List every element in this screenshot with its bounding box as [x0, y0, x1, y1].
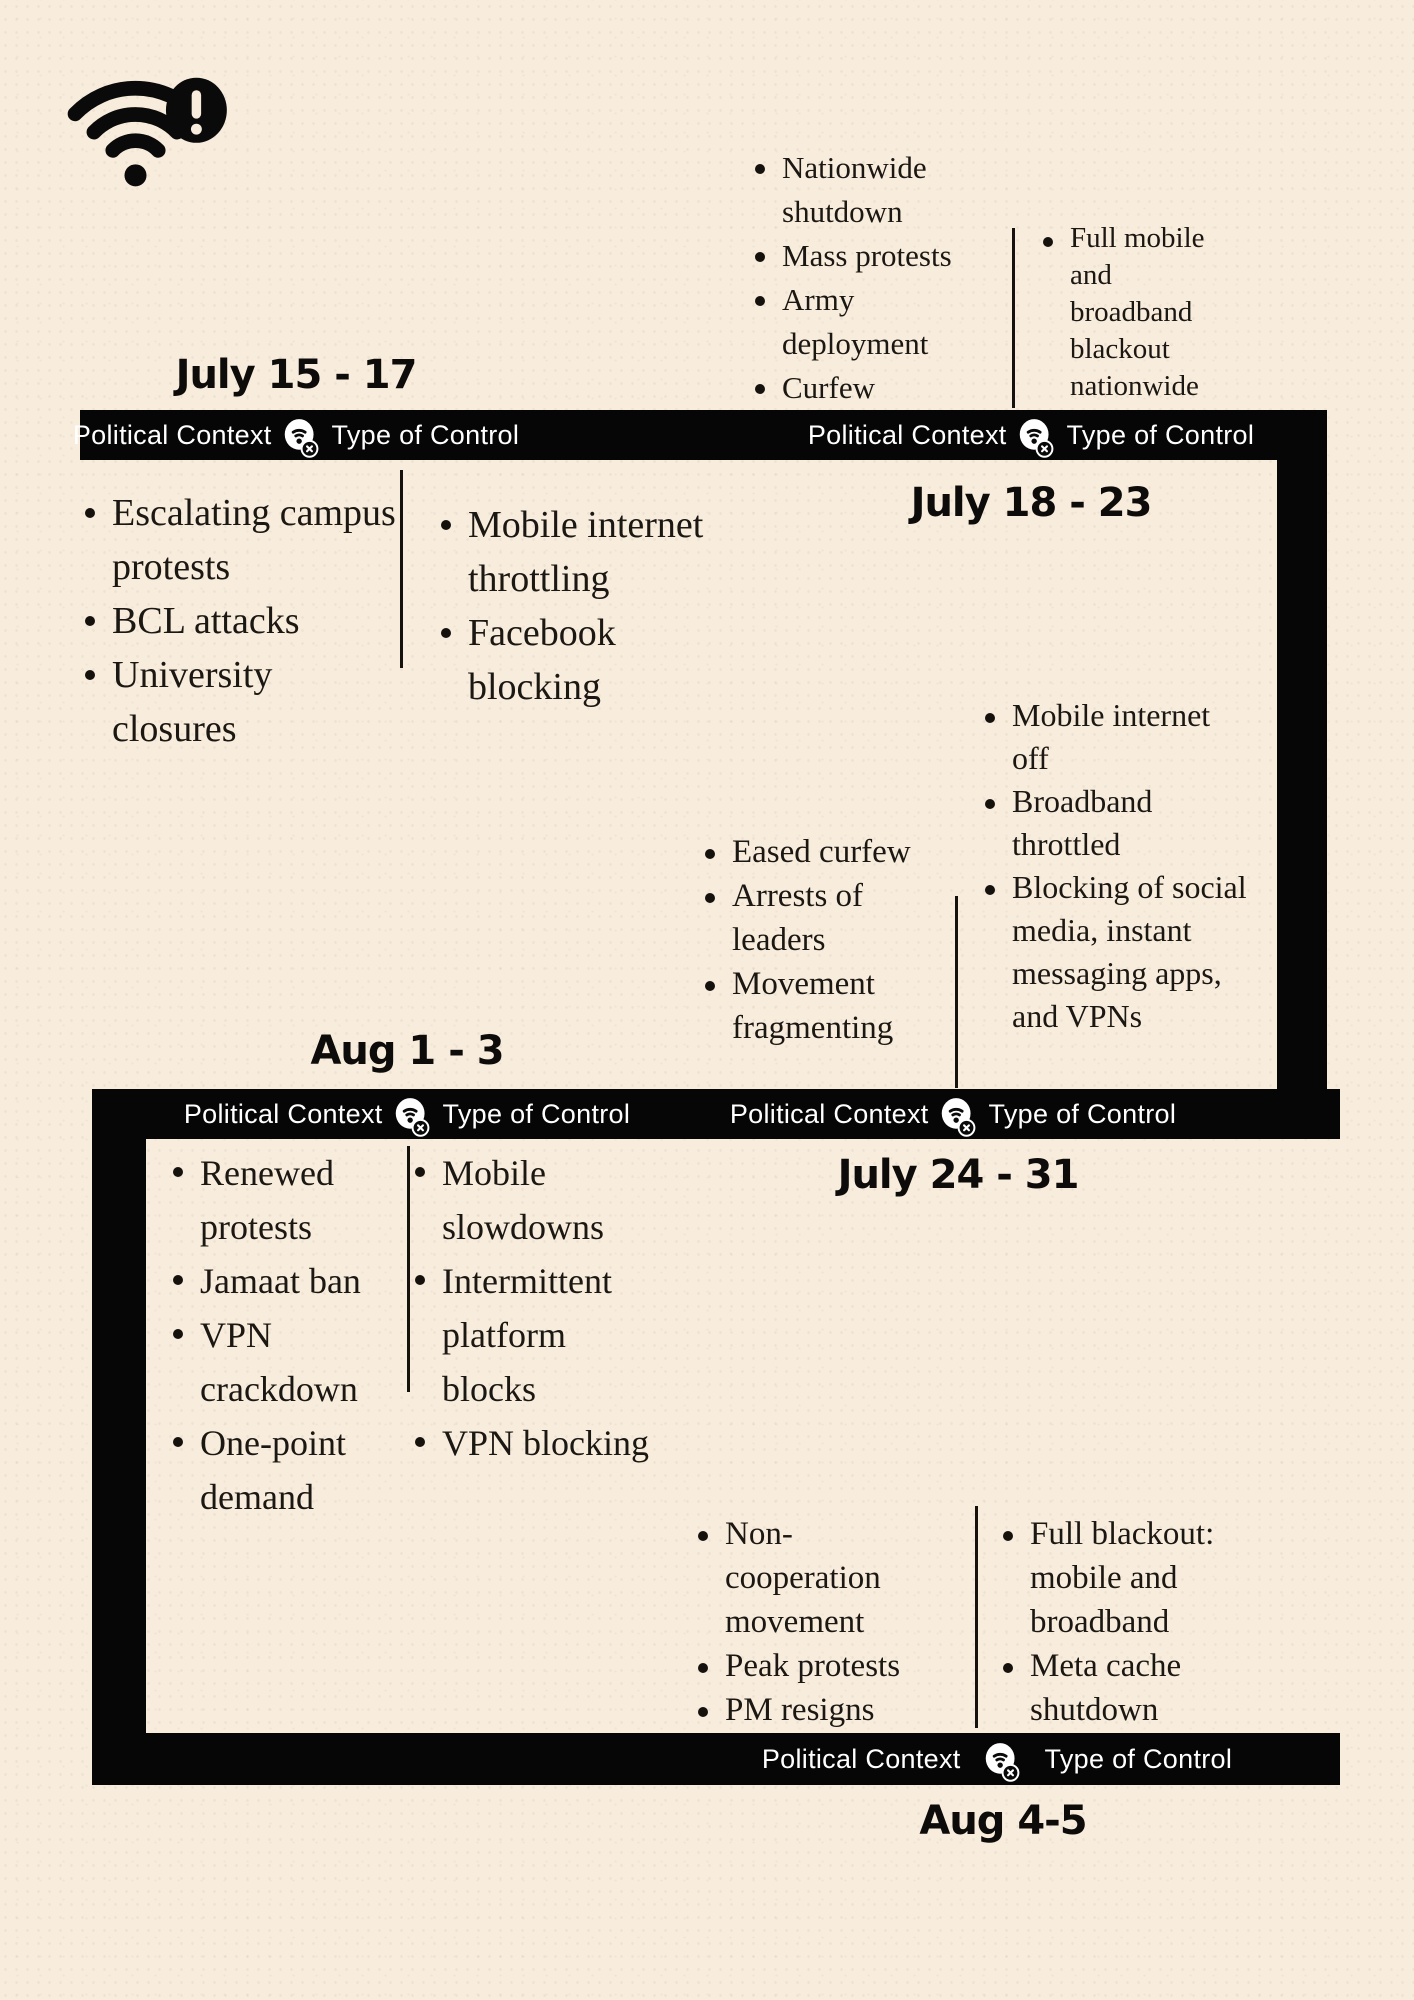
type-of-control-label: Type of Control [331, 419, 520, 450]
list-item: Blocking of social media, instant messaging apps, and VPNs [982, 866, 1252, 1038]
list-item: Facebook blocking [438, 606, 755, 714]
list-item: Curfew [752, 366, 987, 410]
bar3-header [762, 1733, 1232, 1785]
july-24-31-type-of-control-list [982, 694, 1252, 1038]
type-of-control-label: Type of Control [988, 1098, 1177, 1129]
type-of-control-label: Type of Control [442, 1098, 631, 1129]
wifi-x-icon [395, 1096, 431, 1138]
list-item: Mobile internet throttling [438, 498, 755, 606]
political-context-label: Political Context [761, 1743, 961, 1774]
list-item: Army deployment [752, 278, 987, 366]
list-item: Mobile slowdowns [412, 1146, 657, 1254]
list-item: Mobile internet off [982, 694, 1252, 780]
political-context-label: Political Context [807, 419, 1007, 450]
section-title-aug-4-5: Aug 4-5 [919, 1798, 1087, 1844]
list-item: Nationwide shutdown [752, 146, 987, 234]
list-item: PM resigns [695, 1688, 940, 1732]
july-18-23-type-of-control-list [1040, 220, 1235, 405]
political-context-label: Political Context [729, 1098, 929, 1129]
list-item: Movement fragmenting [702, 962, 912, 1050]
july-15-17-political-context-list [82, 486, 397, 756]
list-item: Full mobile and broadband blackout nationwide [1040, 220, 1235, 405]
column-divider [955, 896, 958, 1088]
bar2-left-header [184, 1089, 630, 1139]
column-divider [407, 1146, 410, 1392]
wifi-x-icon [941, 1096, 977, 1138]
timeline-bar-3 [92, 1733, 1340, 1785]
list-item: One-point demand [170, 1416, 395, 1524]
list-item: Broadband throttled [982, 780, 1252, 866]
aug-4-5-type-of-control-list [1000, 1512, 1265, 1732]
wifi-x-icon [284, 417, 320, 459]
list-item: VPN crackdown [170, 1308, 395, 1416]
political-context-label: Political Context [183, 1098, 383, 1129]
aug-1-3-political-context-list [170, 1146, 395, 1524]
section-title-july-15-17: July 15 - 17 [175, 352, 417, 398]
type-of-control-label: Type of Control [1066, 419, 1255, 450]
july-15-17-type-of-control-list [438, 498, 755, 714]
section-title-july-24-31: July 24 - 31 [837, 1152, 1079, 1198]
column-divider [975, 1506, 978, 1728]
political-context-label: Political Context [72, 419, 272, 450]
aug-4-5-political-context-list [695, 1512, 940, 1732]
list-item: Peak protests [695, 1644, 940, 1688]
list-item: Intermittent platform blocks [412, 1254, 657, 1416]
list-item: Non-cooperation movement [695, 1512, 940, 1644]
july-24-31-political-context-list [702, 830, 912, 1050]
wifi-x-icon [985, 1741, 1021, 1783]
list-item: Mass protests [752, 234, 987, 278]
list-item: University closures [82, 648, 397, 756]
list-item: Eased curfew [702, 830, 912, 874]
list-item: Renewed protests [170, 1146, 395, 1254]
aug-1-3-type-of-control-list [412, 1146, 657, 1470]
bar1-left-header [73, 410, 519, 460]
bar1-right-header [808, 410, 1254, 460]
list-item: BCL attacks [82, 594, 397, 648]
column-divider [1012, 228, 1015, 408]
list-item: Meta cache shutdown [1000, 1644, 1265, 1732]
wifi-x-icon [1019, 417, 1055, 459]
column-divider [400, 470, 403, 668]
timeline-bar-2 [92, 1089, 1340, 1139]
list-item: Full blackout: mobile and broadband [1000, 1512, 1265, 1644]
bar2-right-header [730, 1089, 1176, 1139]
list-item: Arrests of leaders [702, 874, 912, 962]
list-item: Escalating campus protests [82, 486, 397, 594]
timeline-connector-left [92, 1135, 146, 1785]
section-title-july-18-23: July 18 - 23 [910, 480, 1152, 526]
list-item: VPN blocking [412, 1416, 657, 1470]
wifi-alert-icon [62, 64, 230, 188]
july-18-23-political-context-list [752, 146, 987, 410]
type-of-control-label: Type of Control [1044, 1743, 1233, 1774]
list-item: Jamaat ban [170, 1254, 395, 1308]
section-title-aug-1-3: Aug 1 - 3 [310, 1028, 504, 1074]
timeline-connector-right [1277, 455, 1327, 1110]
timeline-bar-1 [72, 410, 1327, 460]
